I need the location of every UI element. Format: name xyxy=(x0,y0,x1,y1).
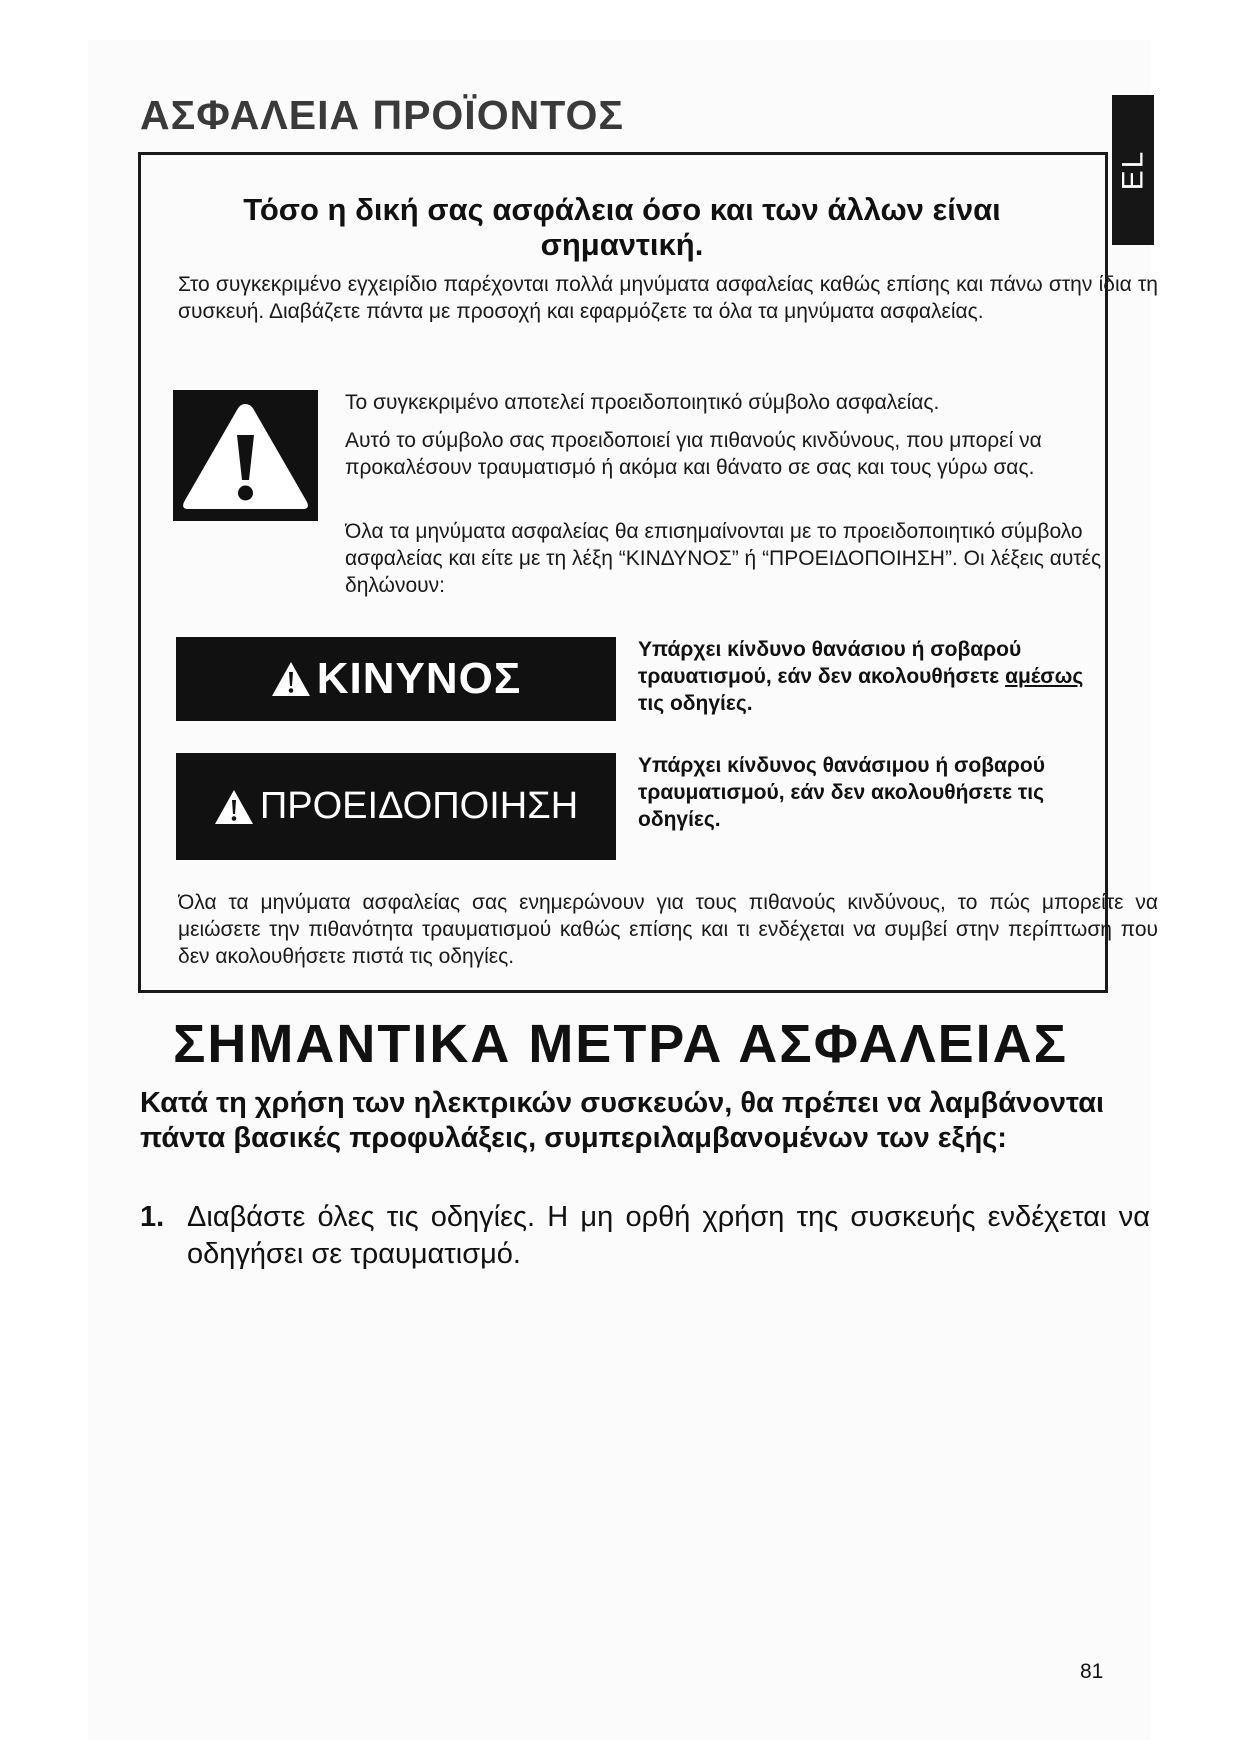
list-item xyxy=(140,1199,1150,1273)
danger-description-end: τις οδηγίες. xyxy=(638,692,753,715)
danger-label xyxy=(176,637,616,721)
alert-triangle-icon xyxy=(271,661,311,697)
symbol-warning-explanation: Αυτό το σύμβολο σας προειδοποιεί για πιθανούς κινδύνους, που μπορεί να προκαλέσουν τραυματισμό ή ακόμα και θάνατο σε σας και τους γύρω σας. xyxy=(345,429,1042,479)
intro-paragraph: Στο συγκεκριμένο εγχειρίδιο παρέχονται πολλά μηνύματα ασφαλείας καθώς επίσης και πάνω στην ίδια τη συσκευή. Διαβάζετε πάντα με προσοχή και εφαρμόζετε τα όλα τα μηνύματα ασφαλείας. xyxy=(178,273,1158,323)
section-title: ΑΣΦΑΛΕΙΑ ΠΡΟΪΟΝΤΟΣ xyxy=(140,92,624,138)
language-tab xyxy=(1112,95,1154,245)
page-number: 81 xyxy=(1080,1660,1104,1683)
warning-symbol-icon xyxy=(173,390,318,521)
lead-paragraph: Κατά τη χρήση των ηλεκτρικών συσκευών, θα πρέπει να λαμβάνονται πάντα βασικές προφυλάξεις, συμπεριλαμβανομένων των εξής: xyxy=(140,1087,1105,1154)
warning-label-text: ΠΡΟΕΙΔΟΠΟΙΗΣΗ xyxy=(259,785,579,827)
warning-label xyxy=(176,753,616,860)
symbol-description: Το συγκεκριμένο αποτελεί προειδοποιητικό σύμβολο ασφαλείας. xyxy=(345,391,940,414)
warning-description: Υπάρχει κίνδυνος θανάσιμου ή σοβαρού τραυματισμού, εάν δεν ακολουθήσετε τις οδηγίες. xyxy=(638,754,1045,831)
language-tab-label: EL xyxy=(1115,149,1149,191)
danger-description xyxy=(638,636,1088,717)
list-item-text: Διαβάστε όλες τις οδηγίες. Η μη ορθή χρήση της συσκευής ενδέχεται να οδηγήσει σε τραυματισμό. xyxy=(187,1201,1150,1270)
danger-description-start: Υπάρχει κίνδυνο θανάσιου ή σοβαρού τραυατισμού, εάν δεν ακολουθήσετε xyxy=(638,638,1022,688)
danger-label-text: ΚΙΝΥΝΟΣ xyxy=(316,654,522,703)
signal-words-explanation: Όλα τα μηνύματα ασφαλείας θα επισημαίνονται με το προειδοποιητικό σύμβολο ασφαλείας και είτε με τη λέξη “ΚΙΝΔΥΝΟΣ” ή “ΠΡΟΕΙΔΟΠΟΙΗΣΗ”. Οι λέξεις αυτές δηλώνουν: xyxy=(345,520,1102,597)
alert-triangle-icon xyxy=(214,789,254,825)
danger-description-emphasis: αμέσως xyxy=(1005,665,1084,688)
box-heading: Τόσο η δική σας ασφάλεια όσο και των άλλων είναι σημαντική. xyxy=(243,192,1001,262)
closing-paragraph: Όλα τα μηνύματα ασφαλείας σας ενημερώνουν για τους πιθανούς κινδύνους, το πώς μπορείτε να μειώσετε την πιθανότητα τραυματισμού καθώς επίσης και τι ενδέχεται να συμβεί στην περίπτωση που δεν ακολουθήσετε πιστά τις οδηγίες. xyxy=(178,891,1158,968)
list-item-number: 1. xyxy=(140,1201,165,1233)
main-title: ΣΗΜΑΝΤΙΚΑ ΜΕΤΡΑ ΑΣΦΑΛΕΙΑΣ xyxy=(172,1014,1069,1074)
